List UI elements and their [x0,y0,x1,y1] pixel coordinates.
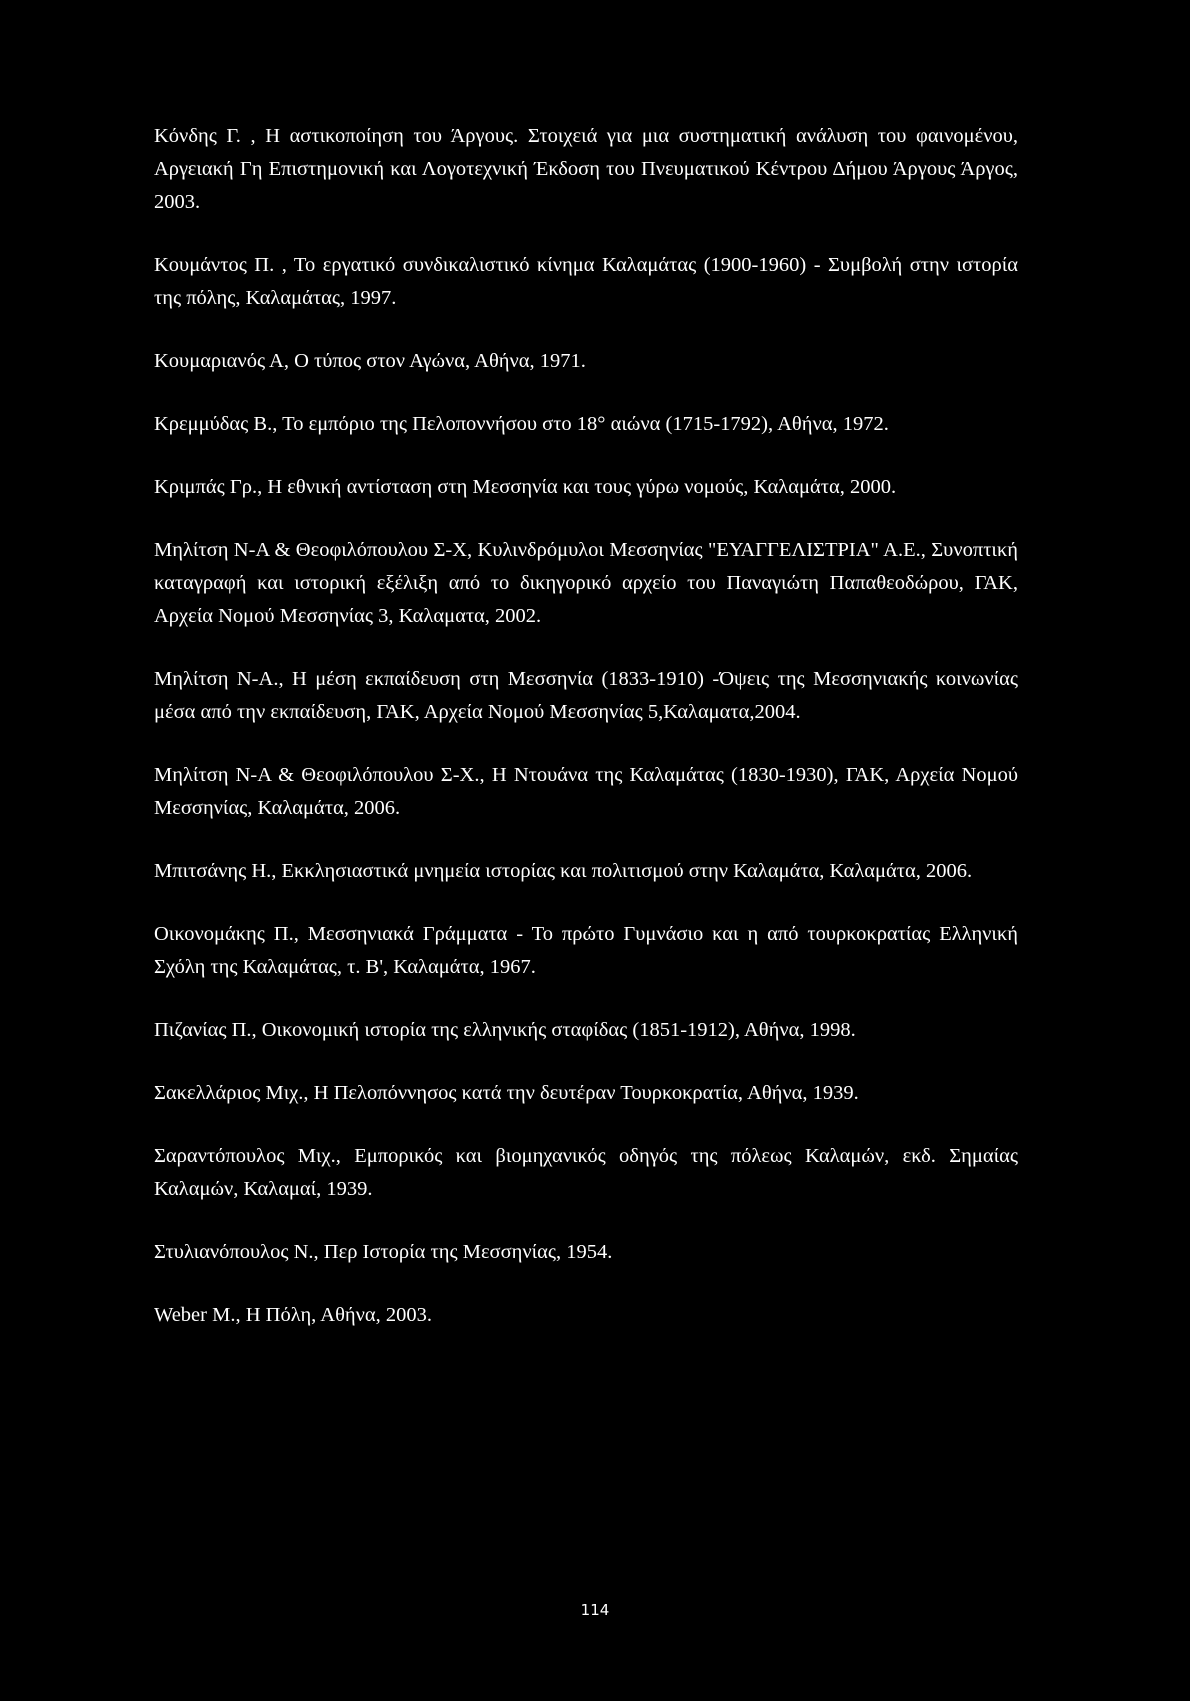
bibliography-entry: Οικονομάκης Π., Μεσσηνιακά Γράμματα - Το πρώτο Γυμνάσιο και η από τουρκοκρατίας Ελληνική Σχόλη της Καλαμάτας, τ. Β', Καλαμάτα, 1967. [154,923,1018,978]
bibliography-entry: Μηλίτση Ν-Α & Θεοφιλόπουλου Σ-Χ., Η Ντουάνα της Καλαμάτας (1830-1930), ΓΑΚ, Αρχεία Νομού Μεσσηνίας, Καλαμάτα, 2006. [154,764,1018,819]
bibliography-entry: Κόνδης Γ. , Η αστικοποίηση του Άργους. Στοιχειά για μια συστηματική ανάλυση του φαινομένου, Αργειακή Γη Επιστημονική και Λογοτεχνική Έκδοση του Πνευματικού Κέντρου Δήμου Άργους Άργος, 2003. [154,125,1018,213]
bibliography-entry: Κουμάντος Π. , Το εργατικό συνδικαλιστικό κίνημα Καλαμάτας (1900-1960) - Συμβολή στην ιστορία της πόλης, Καλαμάτας, 1997. [154,254,1018,309]
page-number: 114 [580,1601,610,1619]
bibliography-entry: Κρεμμύδας Β., Το εμπόριο της Πελοποννήσου στο 18° αιώνα (1715-1792), Αθήνα, 1972. [154,413,889,435]
bibliography-entry: Μπιτσάνης Η., Εκκλησιαστικά μνημεία ιστορίας και πολιτισμού στην Καλαμάτα, Καλαμάτα, 2006. [154,860,973,882]
bibliography-entry: Μηλίτση Ν-Α., Η μέση εκπαίδευση στη Μεσσηνία (1833-1910) -Όψεις της Μεσσηνιακής κοινωνίας μέσα από την εκπαίδευση, ΓΑΚ, Αρχεία Νομού Μεσσηνίας 5,Καλαματα,2004. [154,668,1018,723]
bibliography-entry: Σακελλάριος Μιχ., Η Πελοπόννησος κατά την δευτέραν Τουρκοκρατία, Αθήνα, 1939. [154,1082,859,1104]
bibliography-entry: Μηλίτση Ν-Α & Θεοφιλόπουλου Σ-Χ, Κυλινδρόμυλοι Μεσσηνίας "ΕΥΑΓΓΕΛΙΣΤΡΙΑ" Α.Ε., Συνοπτική καταγραφή και ιστορική εξέλιξη από το δικηγορικό αρχείο του Παναγιώτη Παπαθεοδώρου, ΓΑΚ, Αρχεία Νομού Μεσσηνίας 3, Καλαματα, 2002. [154,539,1018,627]
bibliography-entry: Κουμαριανός Α, Ο τύπος στον Αγώνα, Αθήνα, 1971. [154,350,586,372]
bibliography-entry: Weber M., Η Πόλη, Αθήνα, 2003. [154,1304,433,1326]
bibliography-entry: Πιζανίας Π., Οικονομική ιστορία της ελληνικής σταφίδας (1851-1912), Αθήνα, 1998. [154,1019,856,1041]
bibliography-entry: Κριμπάς Γρ., Η εθνική αντίσταση στη Μεσσηνία και τους γύρω νομούς, Καλαμάτα, 2000. [154,476,897,498]
bibliography-entry: Στυλιανόπουλος Ν., Περ Ιστορία της Μεσσηνίας, 1954. [154,1241,613,1263]
bibliography-list [154,120,1018,1362]
bibliography-entry: Σαραντόπουλος Μιχ., Εμπορικός και βιομηχανικός οδηγός της πόλεως Καλαμών, εκδ. Σημαίας Καλαμών, Καλαμαί, 1939. [154,1145,1018,1200]
